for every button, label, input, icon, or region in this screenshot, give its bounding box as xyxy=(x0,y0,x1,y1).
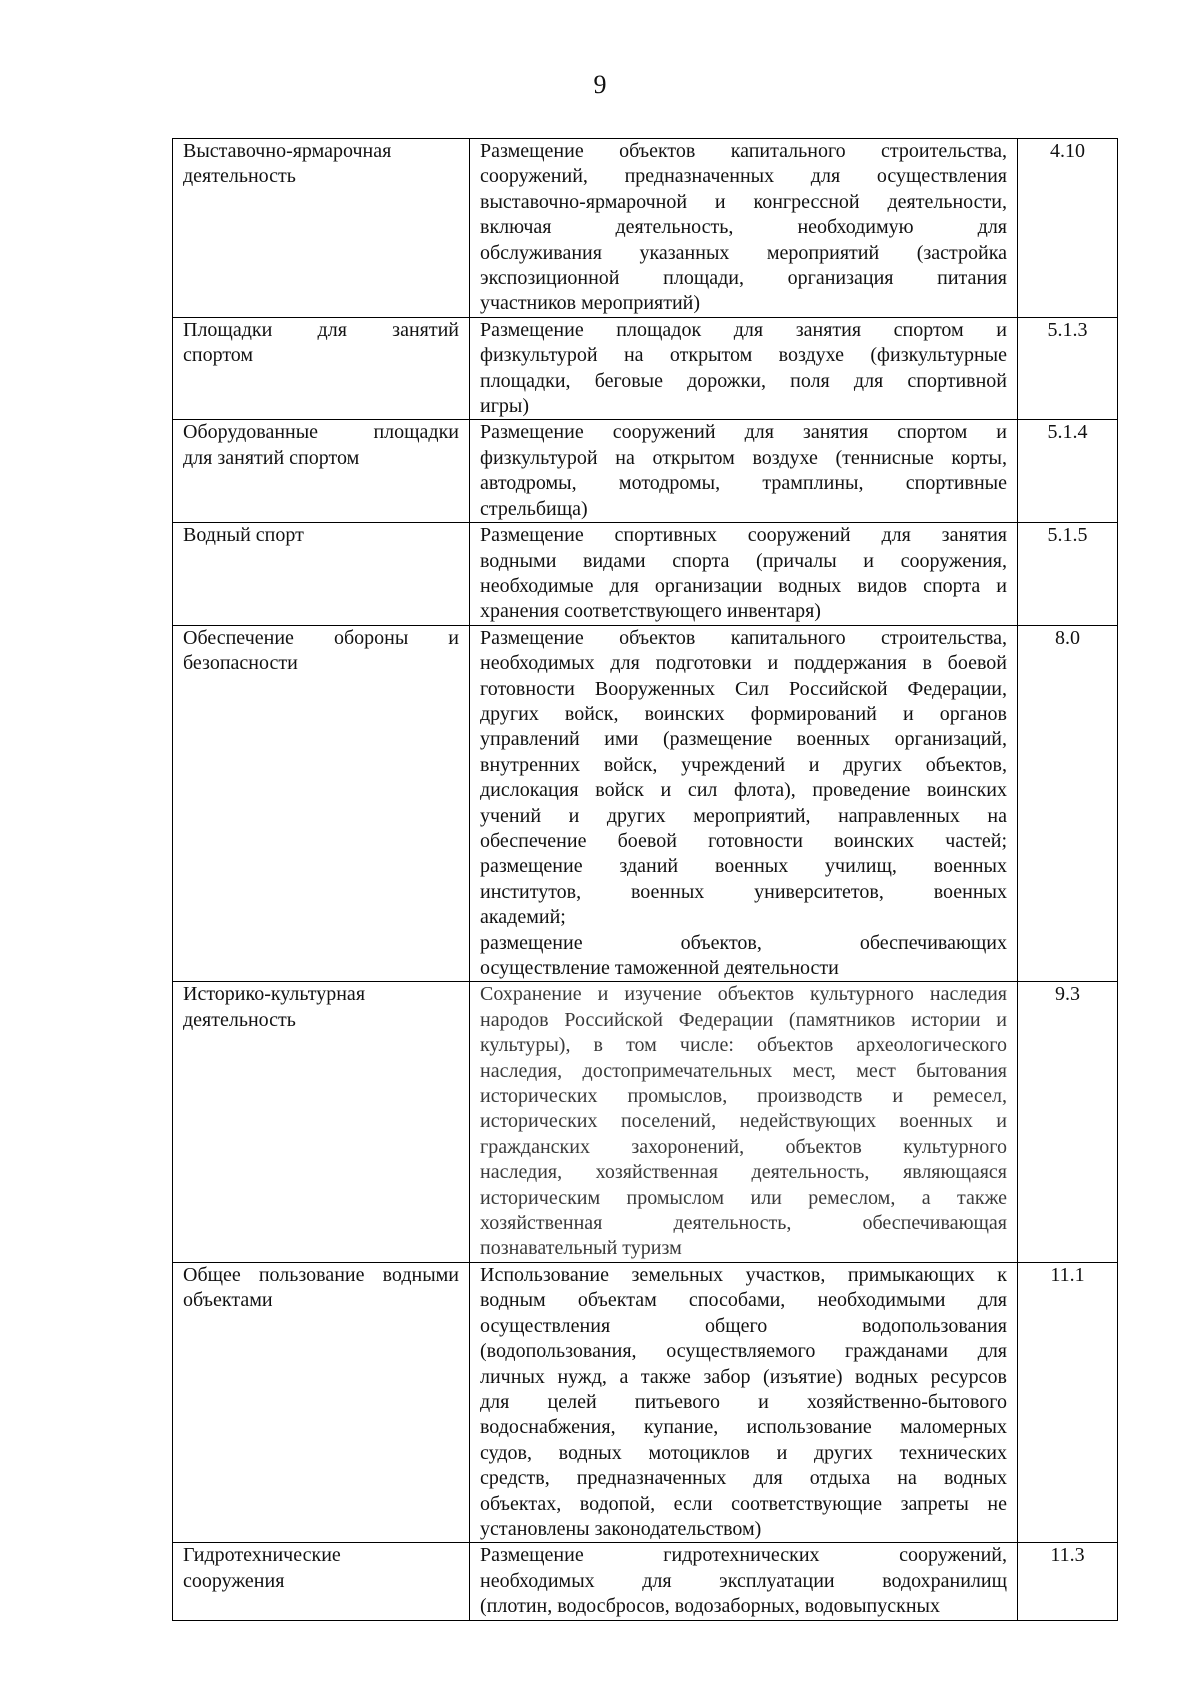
description-line: (плотин, водосбросов, водозаборных, водовыпускных xyxy=(480,1595,940,1618)
description-line: историческим промыслом или ремеслом, а также xyxy=(480,1186,1007,1209)
description-line: установлены законодательством) xyxy=(480,1517,762,1540)
description-line: учений и других мероприятий, направленных на xyxy=(480,804,1007,827)
description-line: обслуживания указанных мероприятий (застройка xyxy=(480,241,1007,264)
description-line: судов, водных мотоциклов и других технических xyxy=(480,1441,1007,1464)
description-line: академий; xyxy=(480,906,566,929)
description-line: наследия, хозяйственная деятельность, являющаяся xyxy=(480,1161,1007,1184)
land-use-type-line: сооружения xyxy=(183,1569,285,1592)
description-line: водоснабжения, купание, использование маломерных xyxy=(480,1416,1007,1439)
land-use-type-cell xyxy=(173,625,470,982)
land-use-type-line: Историко-культурная xyxy=(183,983,366,1006)
land-use-type-cell xyxy=(173,1543,470,1620)
land-use-type-line: для занятий спортом xyxy=(183,446,360,469)
page-number: 9 xyxy=(593,70,607,99)
land-use-type-line: Обеспечение обороны и xyxy=(183,626,459,649)
description-line: (водопользования, осуществляемого гражданами для xyxy=(480,1340,1007,1363)
description-line: культуры), в том числе: объектов археологического xyxy=(480,1034,1007,1057)
description-cell xyxy=(470,625,1018,982)
land-use-type-cell xyxy=(173,523,470,626)
table-row xyxy=(173,625,1118,982)
description-line: Размещение сооружений для занятия спортом и xyxy=(480,421,1007,444)
land-use-type-line: Общее пользование водными xyxy=(183,1263,459,1286)
description-line: других войск, воинских формирований и органов xyxy=(480,702,1007,725)
land-use-type-line: объектами xyxy=(183,1289,273,1312)
land-use-type-cell xyxy=(173,1262,470,1542)
description-line: Сохранение и изучение объектов культурного наследия xyxy=(480,983,1007,1006)
classifier-code-cell: 9.3 xyxy=(1018,982,1118,1262)
description-line: для целей питьевого и хозяйственно-бытового xyxy=(480,1390,1007,1413)
description-line: размещение зданий военных училищ, военных xyxy=(480,855,1007,878)
description-line: исторических промыслов, производств и ремесел, xyxy=(480,1085,1007,1108)
table-row xyxy=(173,982,1118,1262)
description-cell xyxy=(470,420,1018,523)
classifier-code-cell: 4.10 xyxy=(1018,139,1118,318)
land-use-table xyxy=(172,138,1118,1621)
description-line: физкультурой на открытом воздухе (теннисные корты, xyxy=(480,446,1007,469)
description-line: объектах, водопой, если соответствующие запреты не xyxy=(480,1492,1007,1515)
description-line: участников мероприятий) xyxy=(480,292,701,315)
description-line: обеспечение боевой готовности воинских частей; xyxy=(480,829,1007,852)
description-line: внутренних войск, учреждений и других объектов, xyxy=(480,753,1007,776)
description-cell xyxy=(470,523,1018,626)
description-line: осуществления общего водопользования xyxy=(480,1314,1007,1337)
classifier-code-cell: 11.3 xyxy=(1018,1543,1118,1620)
description-line: сооружений, предназначенных для осуществления xyxy=(480,165,1007,188)
description-line: исторических поселений, недействующих военных и xyxy=(480,1110,1007,1133)
description-line: водными видами спорта (причалы и сооружения, xyxy=(480,549,1007,572)
description-line: физкультурой на открытом воздухе (физкультурные xyxy=(480,344,1007,367)
description-line: институтов, военных университетов, военных xyxy=(480,880,1007,903)
description-line: народов Российской Федерации (памятников истории и xyxy=(480,1008,1007,1031)
description-line: размещение объектов, обеспечивающих xyxy=(480,931,1007,954)
description-line: наследия, достопримечательных мест, мест бытования xyxy=(480,1059,1007,1082)
land-use-type-line: спортом xyxy=(183,344,254,367)
description-cell xyxy=(470,1262,1018,1542)
description-line: площадки, беговые дорожки, поля для спортивной xyxy=(480,369,1007,392)
description-line: стрельбища) xyxy=(480,497,588,520)
description-line: хозяйственная деятельность, обеспечивающая xyxy=(480,1212,1007,1235)
description-line: средств, предназначенных для отдыха на водных xyxy=(480,1467,1007,1490)
description-line: познавательный туризм xyxy=(480,1237,682,1260)
description-line: управлений ими (размещение военных организаций, xyxy=(480,728,1007,751)
description-line: автодромы, мотодромы, трамплины, спортивные xyxy=(480,472,1007,495)
description-line: необходимые для организации водных видов спорта и xyxy=(480,574,1007,597)
land-use-type-line: Гидротехнические xyxy=(183,1544,341,1567)
description-line: Размещение объектов капитального строительства, xyxy=(480,626,1007,649)
description-cell xyxy=(470,1543,1018,1620)
classifier-code-cell: 5.1.5 xyxy=(1018,523,1118,626)
description-line: готовности Вооруженных Сил Российской Федерации, xyxy=(480,677,1007,700)
classifier-code-cell: 5.1.4 xyxy=(1018,420,1118,523)
table-row xyxy=(173,317,1118,420)
description-line: Размещение площадок для занятия спортом и xyxy=(480,318,1007,341)
description-line: Размещение спортивных сооружений для занятия xyxy=(480,524,1007,547)
description-cell xyxy=(470,317,1018,420)
description-line: необходимых для эксплуатации водохранилищ xyxy=(480,1569,1007,1592)
table-body xyxy=(173,139,1118,1621)
description-line: включая деятельность, необходимую для xyxy=(480,216,1007,239)
land-use-type-cell xyxy=(173,982,470,1262)
description-line: игры) xyxy=(480,395,530,418)
land-use-type-line: деятельность xyxy=(183,1008,296,1031)
classifier-code-cell: 8.0 xyxy=(1018,625,1118,982)
description-line: осуществление таможенной деятельности xyxy=(480,957,839,979)
table-row xyxy=(173,1262,1118,1542)
land-use-type-line: безопасности xyxy=(183,652,298,675)
table-row xyxy=(173,523,1118,626)
description-line: Размещение объектов капитального строительства, xyxy=(480,140,1007,162)
description-line: дислокация войск и сил флота), проведение воинских xyxy=(480,779,1007,802)
land-use-type-line: Водный спорт xyxy=(183,524,304,547)
description-cell xyxy=(470,139,1018,318)
description-line: водным объектам способами, необходимыми для xyxy=(480,1289,1007,1312)
table-row xyxy=(173,139,1118,318)
description-line: выставочно-ярмарочной и конгрессной деятельности, xyxy=(480,190,1007,213)
land-use-type-line: Выставочно-ярмарочная xyxy=(183,140,392,162)
description-line: гражданских захоронений, объектов культурного xyxy=(480,1135,1007,1158)
table-row xyxy=(173,1543,1118,1620)
description-line: личных нужд, а также забор (изъятие) водных ресурсов xyxy=(480,1365,1007,1388)
description-line: экспозиционной площади, организация питания xyxy=(480,267,1007,290)
description-line: хранения соответствующего инвентаря) xyxy=(480,600,821,623)
land-use-type-cell xyxy=(173,139,470,318)
description-line: необходимых для подготовки и поддержания в боевой xyxy=(480,652,1007,675)
land-use-type-cell xyxy=(173,420,470,523)
land-use-type-line: деятельность xyxy=(183,165,296,188)
classifier-code-cell: 11.1 xyxy=(1018,1262,1118,1542)
land-use-type-cell xyxy=(173,317,470,420)
classifier-code-cell: 5.1.3 xyxy=(1018,317,1118,420)
land-use-type-line: Оборудованные площадки xyxy=(183,421,459,444)
description-cell xyxy=(470,982,1018,1262)
table-row xyxy=(173,420,1118,523)
description-line: Использование земельных участков, примыкающих к xyxy=(480,1263,1007,1286)
description-line: Размещение гидротехнических сооружений, xyxy=(480,1544,1007,1567)
land-use-type-line: Площадки для занятий xyxy=(183,318,459,341)
